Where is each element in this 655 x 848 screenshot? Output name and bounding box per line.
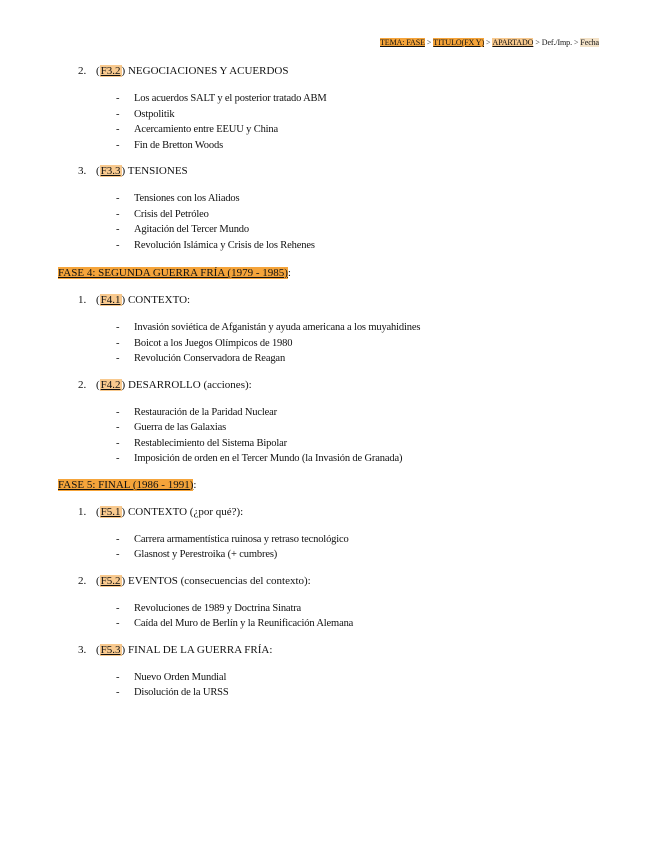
section-code: F5.3 [100,643,121,656]
list-item: - Glasnost y Perestroika (+ cumbres) [116,549,278,560]
section-title: (F4.1) CONTEXTO: [96,294,191,306]
list-item: - Nuevo Orden Mundial [116,671,227,683]
section-title-text: CONTEXTO (¿por qué?): [125,505,244,518]
section-code: F5.2 [100,574,121,587]
section-title-text: NEGOCIACIONES Y ACUERDOS [125,65,289,77]
item-list [58,405,618,467]
item-list [58,601,618,632]
section-heading [58,64,618,91]
legend-separator: > [535,38,540,47]
section-title: (F5.3) FINAL DE LA GUERRA FRÍA: [96,643,273,656]
list-item-text: Acercamiento entre EEUU y China [134,124,279,135]
item-list [58,532,618,563]
list-item-text: Tensiones con los Aliados [134,193,240,204]
section-heading [58,164,618,191]
section-number: 3. [78,643,87,656]
list-item-text: Imposición de orden en el Tercer Mundo (la Invasión de Granada) [134,453,403,464]
section-heading [58,643,618,670]
section-title-text: FINAL DE LA GUERRA FRÍA: [125,643,273,656]
phase-heading [58,478,618,505]
section-title-text: CONTEXTO: [125,294,191,306]
list-item-text: Nuevo Orden Mundial [134,671,227,683]
list-item-text: Revolución Conservadora de Reagan [134,353,286,364]
section-title-text: TENSIONES [125,165,188,177]
section-heading [58,293,618,320]
list-item-text: Caída del Muro de Berlín y la Reunificación Alemana [134,618,354,629]
section-code: F4.1 [100,294,121,306]
legend-separator: > [573,38,579,47]
list-item: - Guerra de las Galaxias [116,422,227,433]
list-item: - Revoluciones de 1989 y Doctrina Sinatra [116,602,302,614]
section-number: 3. [78,165,87,177]
list-item: - Agitación del Tercer Mundo [116,224,250,235]
list-item: - Carrera armamentística ruinosa y retraso tecnológico [116,533,349,545]
section-heading [58,378,618,405]
list-item-text: Invasión soviética de Afganistán y ayuda americana a los muyahidines [134,322,421,333]
section-code: F3.3 [100,165,121,177]
section-title: (F5.2) EVENTOS (consecuencias del contexto): [96,574,311,587]
list-item: - Revolución Islámica y Crisis de los Rehenes [116,239,315,251]
list-item-text: Disolución de la URSS [134,687,229,698]
section-number: 1. [78,294,87,306]
section-number: 2. [78,574,87,587]
item-list [58,320,618,367]
list-item: - Fin de Bretton Woods [116,139,224,151]
list-item-text: Restablecimiento del Sistema Bipolar [134,437,287,449]
list-item-text: Carrera armamentística ruinosa y retraso tecnológico [134,533,349,545]
list-item: - Invasión soviética de Afganistán y ayuda americana a los muyahidines [116,322,421,333]
list-item: - Caída del Muro de Berlín y la Reunificación Alemana [116,618,354,629]
list-item: - Disolución de la URSS [116,687,229,698]
list-item-text: Agitación del Tercer Mundo [134,224,250,235]
section-title: (F3.3) TENSIONES [96,165,188,177]
section-code: F4.2 [100,378,121,391]
legend-titulo: TITULO(FX Y) [433,38,485,47]
section-number: 2. [78,65,87,77]
item-list [58,670,618,701]
list-item-text: Guerra de las Galaxias [134,422,227,433]
list-item: - Boicot a los Juegos Olímpicos de 1980 [116,337,293,349]
section-heading [58,574,618,601]
list-item: - Revolución Conservadora de Reagan [116,353,286,364]
list-item-text: Boicot a los Juegos Olímpicos de 1980 [134,337,293,349]
section-heading [58,505,618,532]
legend-separator: > [426,38,432,47]
document-body [58,64,618,701]
list-item-text: Fin de Bretton Woods [134,139,224,151]
phase-title: FASE 4: SEGUNDA GUERRA FRÍA (1979 - 1985) [58,267,288,279]
phase-heading [58,266,618,293]
list-item: - Tensiones con los Aliados [116,193,240,204]
legend-separator: > [486,38,491,47]
list-item-text: Los acuerdos SALT y el posterior tratado ABM [134,93,327,104]
list-item: - Ostpolitik [116,108,175,120]
section-number: 1. [78,505,87,518]
list-item: - Acercamiento entre EEUU y China [116,124,279,135]
list-item: - Los acuerdos SALT y el posterior tratado ABM [116,93,327,104]
list-item-text: Restauración de la Paridad Nuclear [134,406,278,418]
highlight-legend [380,38,599,47]
legend-apartado: APARTADO [492,38,534,47]
phase-colon: : [193,478,197,491]
list-item: - Crisis del Petróleo [116,208,209,220]
list-item-text: Glasnost y Perestroika (+ cumbres) [134,549,278,560]
list-item: - Restauración de la Paridad Nuclear [116,406,278,418]
section-code: F3.2 [100,65,121,77]
item-list [58,191,618,253]
list-item-text: Crisis del Petróleo [134,208,209,220]
legend-fecha: Fecha [580,38,599,47]
section-title-text: EVENTOS (consecuencias del contexto): [125,574,311,587]
list-item: - Imposición de orden en el Tercer Mundo (la Invasión de Granada) [116,453,403,464]
list-item-text: Revolución Islámica y Crisis de los Rehenes [134,239,315,251]
list-item-text: Revoluciones de 1989 y Doctrina Sinatra [134,602,302,614]
list-item-text: Ostpolitik [134,108,175,120]
legend-tema-fase: TEMA: FASE [380,38,425,47]
phase-colon: : [287,267,291,279]
section-title: (F5.1) CONTEXTO (¿por qué?): [96,505,244,518]
phase-title: FASE 5: FINAL (1986 - 1991) [58,478,194,491]
section-title-text: DESARROLLO (acciones): [125,378,252,391]
list-item: - Restablecimiento del Sistema Bipolar [116,437,287,449]
section-title: (F4.2) DESARROLLO (acciones): [96,378,252,391]
section-code: F5.1 [100,505,121,518]
section-number: 2. [78,378,87,391]
item-list [58,91,618,153]
legend-def-imp: Def./Imp. [541,38,572,47]
section-title: (F3.2) NEGOCIACIONES Y ACUERDOS [96,65,289,77]
